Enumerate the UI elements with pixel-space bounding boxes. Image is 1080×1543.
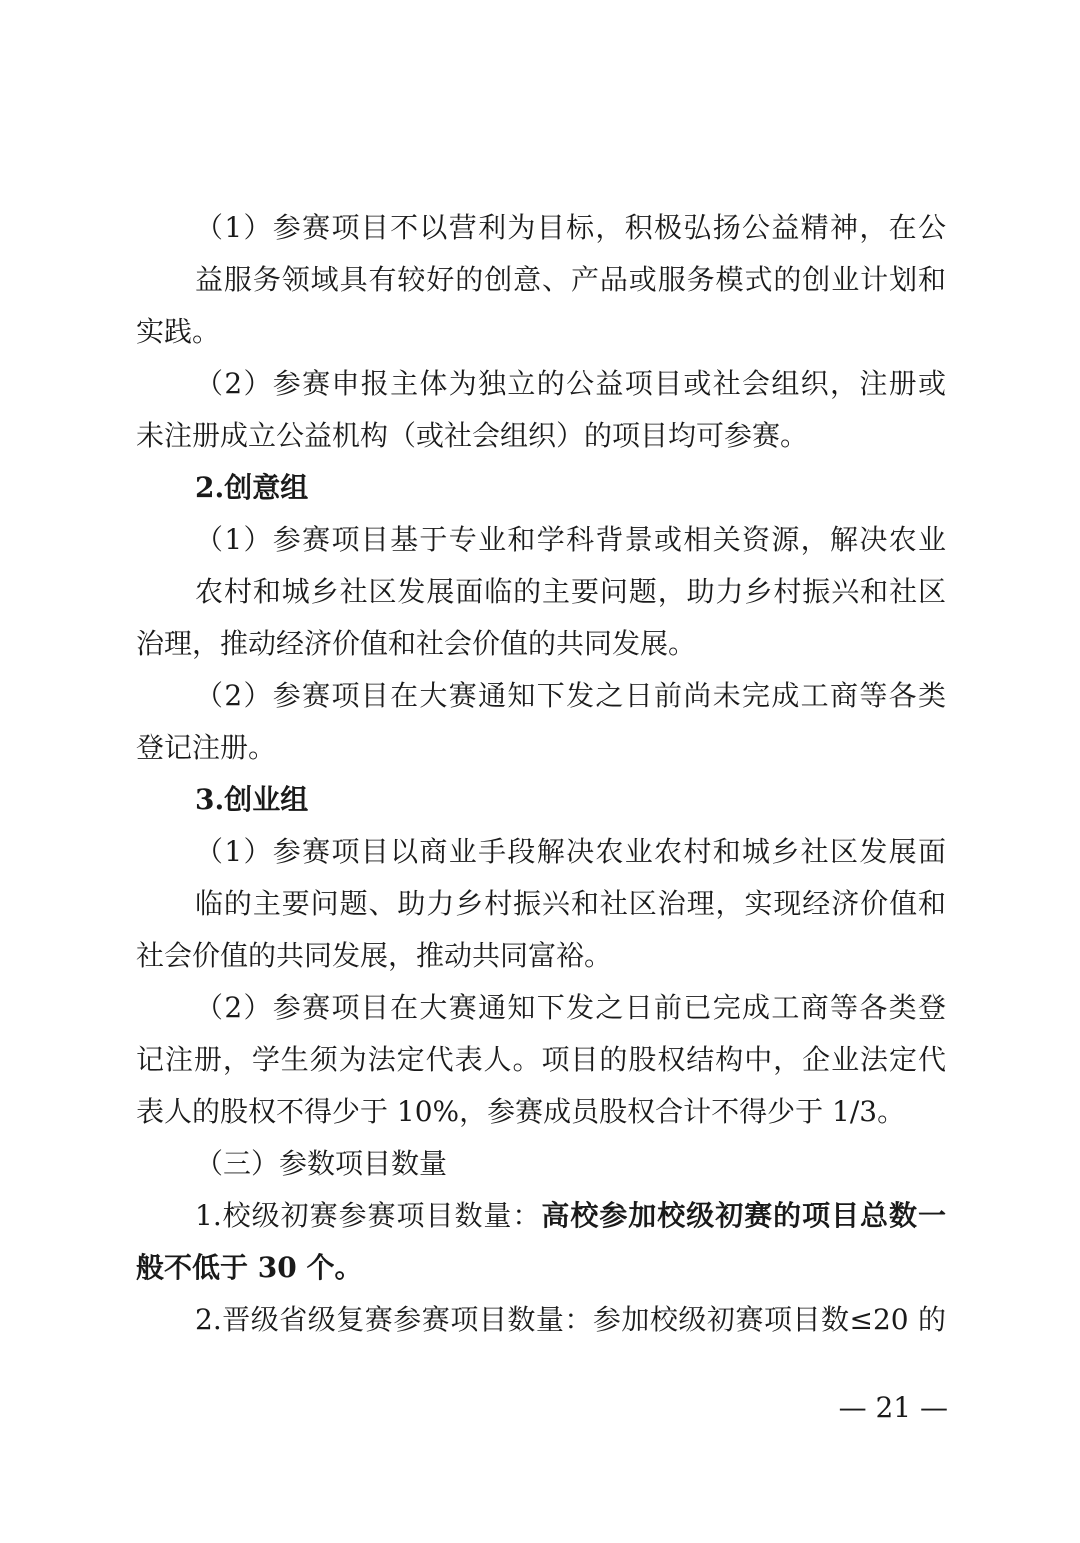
item-label: 1.校级初赛参赛项目数量：: [195, 1199, 542, 1232]
paragraph-line: （1）参赛项目不以营利为目标，积极弘扬公益精神，在公: [195, 211, 946, 244]
paragraph-line: 2.晋级省级复赛参赛项目数量：参加校级初赛项目数≤20 的: [195, 1303, 946, 1336]
paragraph-line: （2）参赛项目在大赛通知下发之日前已完成工商等各类登: [195, 991, 946, 1024]
paragraph-line: 未注册成立公益机构（或社会组织）的项目均可参赛。: [136, 419, 809, 452]
section-title: （三）参数项目数量: [195, 1147, 448, 1180]
section-heading: 2.创意组: [195, 471, 309, 504]
page-number: — 21 —: [838, 1391, 948, 1424]
paragraph-line: 治理，推动经济价值和社会价值的共同发展。: [136, 627, 697, 660]
paragraph-line: [195, 1188, 946, 1244]
paragraph-line: （2）参赛项目在大赛通知下发之日前尚未完成工商等各类: [195, 679, 946, 712]
paragraph-line: （1）参赛项目以商业手段解决农业农村和城乡社区发展面: [195, 835, 946, 868]
paragraph-line: 记注册，学生须为法定代表人。项目的股权结构中，企业法定代: [136, 1043, 946, 1076]
paragraph-line: 农村和城乡社区发展面临的主要问题，助力乡村振兴和社区: [195, 575, 946, 608]
paragraph-line: （2）参赛申报主体为独立的公益项目或社会组织，注册或: [195, 367, 946, 400]
paragraph-line: 临的主要问题、助力乡村振兴和社区治理，实现经济价值和: [195, 887, 946, 920]
paragraph-line: 益服务领域具有较好的创意、产品或服务模式的创业计划和: [195, 263, 946, 296]
item-emphasis: 高校参加校级初赛的项目总数一: [541, 1199, 946, 1232]
paragraph-line: 社会价值的共同发展，推动共同富裕。: [136, 939, 613, 972]
paragraph-line: 实践。: [136, 315, 221, 348]
paragraph-line: 表人的股权不得少于 10%，参赛成员股权合计不得少于 1/3。: [136, 1095, 906, 1128]
paragraph-line: 般不低于 30 个。: [136, 1251, 363, 1284]
section-heading: 3.创业组: [195, 783, 309, 816]
paragraph-line: （1）参赛项目基于专业和学科背景或相关资源，解决农业: [195, 523, 946, 556]
paragraph-line: 登记注册。: [136, 731, 277, 764]
